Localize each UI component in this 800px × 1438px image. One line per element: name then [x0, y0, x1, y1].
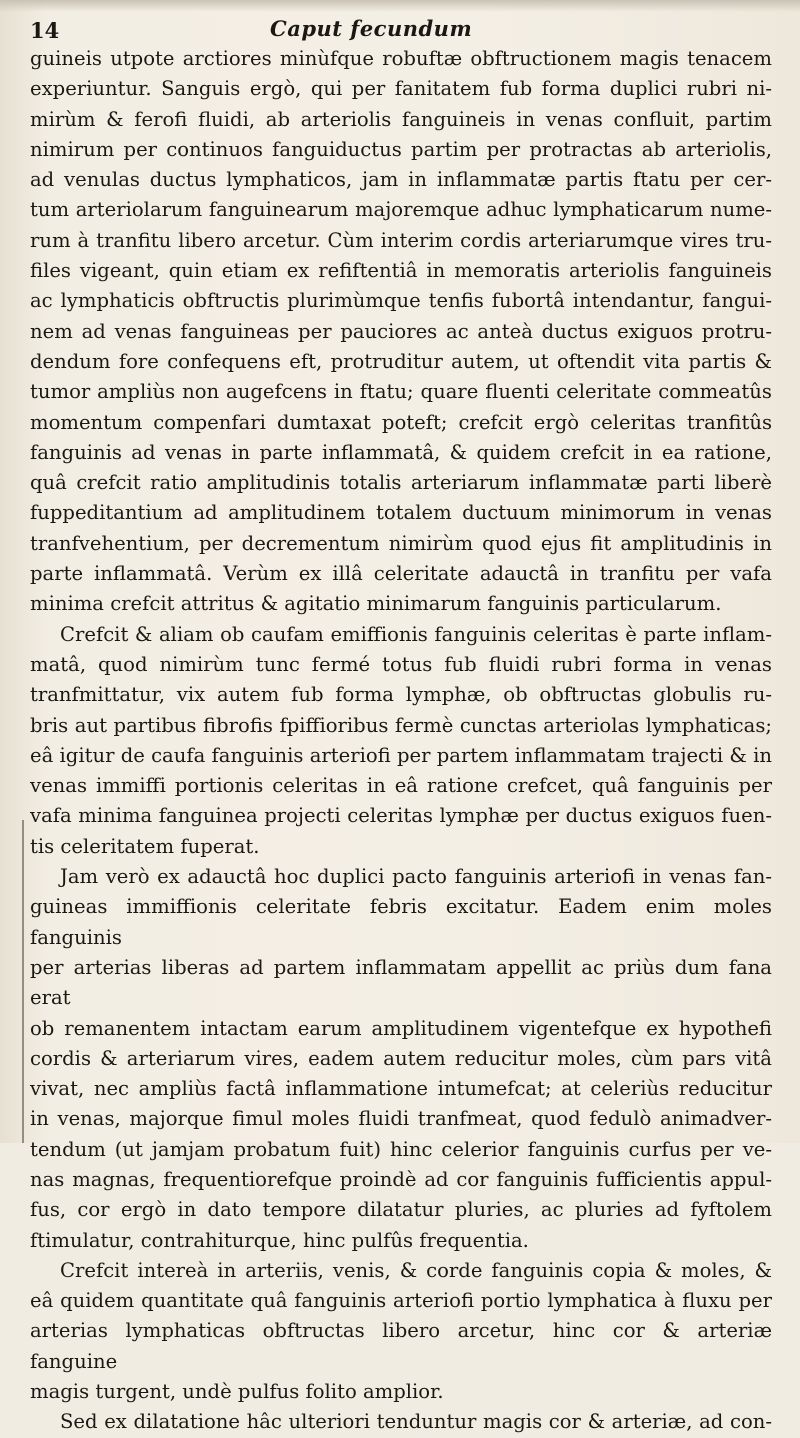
text-line: eâ quidem quantitate quâ fanguinis arteriofi portio lymphatica à fluxu per [30, 1289, 772, 1313]
text-line: files vigeant, quin etiam ex refiftentiâ in memoratis arteriolis fanguineis [30, 259, 772, 283]
text-line: nas magnas, frequentiorefque proindè ad cor fanguinis fufficientis appul- [30, 1167, 772, 1191]
text-line: bris aut partibus fibrofis fpiffioribus fermè cunctas arteriolas lymphaticas; [30, 713, 772, 737]
text-line: nimirum per continuos fanguiductus partim per protractas ab arteriolis, [30, 137, 772, 161]
text-line: Sed ex dilatatione hâc ulteriori tenduntur magis cor & arteriæ, ad con- [60, 1410, 772, 1434]
text-line: rum à tranfitu libero arcetur. Cùm interim cordis arteriarumque vires tru- [30, 228, 772, 252]
text-line: tis celeritatem fuperat. [30, 834, 260, 858]
text-line: ftimulatur, contrahiturque, hinc pulfûs frequentia. [30, 1228, 529, 1252]
text-line: venas immiffi portionis celeritas in eâ ratione crefcet, quâ fanguinis per [30, 774, 772, 798]
text-line: tranfmittatur, vix autem fub forma lymphæ, ob obftructas globulis ru- [30, 683, 772, 707]
text-line: parte inflammatâ. Verùm ex illâ celeritate adauctâ in tranfitu per vafa [30, 562, 772, 586]
text-line: Jam verò ex adauctâ hoc duplici pacto fanguinis arteriofi in venas fan- [60, 865, 772, 889]
text-line: tum arteriolarum fanguinearum majoremque adhuc lymphaticarum nume- [30, 198, 772, 222]
body-text [30, 44, 772, 1434]
text-line: fanguinis ad venas in parte inflammatâ, & quidem crefcit in ea ratione, [30, 440, 772, 464]
text-line: guineas immiffionis celeritate febris excitatur. Eadem enim moles fanguinis [30, 895, 772, 949]
text-line: minima crefcit attritus & agitatio minimarum fanguinis particularum. [30, 592, 722, 616]
text-line: magis turgent, undè pulfus folito amplior. [30, 1380, 444, 1404]
text-line: ad venulas ductus lymphaticos, jam in inflammatæ partis ftatu per cer- [30, 168, 772, 192]
text-line: eâ igitur de caufa fanguinis arteriofi per partem inflammatam trajecti & in [30, 743, 772, 767]
text-line: nem ad venas fanguineas per pauciores ac anteà ductus exiguos protru- [30, 319, 772, 343]
text-line: tendum (ut jamjam probatum fuit) hinc celerior fanguinis curfus per ve- [30, 1137, 772, 1161]
text-line: fuppeditantium ad amplitudinem totalem ductuum minimorum in venas [30, 501, 772, 525]
text-line: in venas, majorque fimul moles fluidi tranfmeat, quod fedulò animadver- [30, 1107, 772, 1131]
running-head: Caput fecundum [270, 16, 473, 41]
text-line: experiuntur. Sanguis ergò, qui per fanitatem fub forma duplici rubri ni- [30, 77, 772, 101]
text-line: vivat, nec ampliùs factâ inflammatione intumefcat; at celeriùs reducitur [30, 1077, 772, 1101]
text-line: quâ crefcit ratio amplitudinis totalis arteriarum inflammatæ parti liberè [30, 471, 772, 495]
text-line: tumor ampliùs non augefcens in ftatu; quare fluenti celeritate commeatûs [30, 380, 772, 404]
text-line: per arterias liberas ad partem inflammatam appellit ac priùs dum fana erat [30, 955, 772, 1010]
text-line: matâ, quod nimirùm tunc fermé totus fub fluidi rubri forma in venas [30, 652, 772, 676]
page-top-shadow [0, 0, 800, 12]
text-line: Crefcit intereà in arteriis, venis, & corde fanguinis copia & moles, & [60, 1258, 772, 1282]
text-line: arterias lymphaticas obftructas libero arcetur, hinc cor & arteriæ fanguine [30, 1319, 772, 1373]
text-line: ob remanentem intactam earum amplitudinem vigentefque ex hypothefi [30, 1016, 772, 1040]
page-header [30, 12, 780, 42]
text-line: Crefcit & aliam ob caufam emiffionis fanguinis celeritas è parte inflam- [60, 622, 772, 646]
page-number: 14 [30, 18, 60, 43]
text-line: fus, cor ergò in dato tempore dilatatur pluries, ac pluries ad fyftolem [30, 1198, 772, 1222]
text-line: cordis & arteriarum vires, eadem autem reducitur moles, cùm pars vitâ [30, 1046, 772, 1070]
text-line: mirùm & ferofi fluidi, ab arteriolis fanguineis in venas confluit, partim [30, 107, 772, 131]
text-line: tranfvehentium, per decrementum nimirùm quod ejus fit amplitudinis in [30, 531, 772, 555]
text-line: ac lymphaticis obftructis plurimùmque tenfis fubortâ intendantur, fangui- [30, 289, 772, 313]
margin-rule [22, 820, 24, 1143]
text-line: dendum fore confequens eft, protruditur autem, ut oftendit vita partis & [30, 349, 772, 373]
text-line: vafa minima fanguinea projecti celeritas lymphæ per ductus exiguos fuen- [30, 804, 772, 828]
text-line: momentum compenfari dumtaxat poteft; crefcit ergò celeritas tranfitûs [30, 410, 772, 434]
text-line: guineis utpote arctiores minùfque robuftæ obftructionem magis tenacem [30, 47, 772, 70]
